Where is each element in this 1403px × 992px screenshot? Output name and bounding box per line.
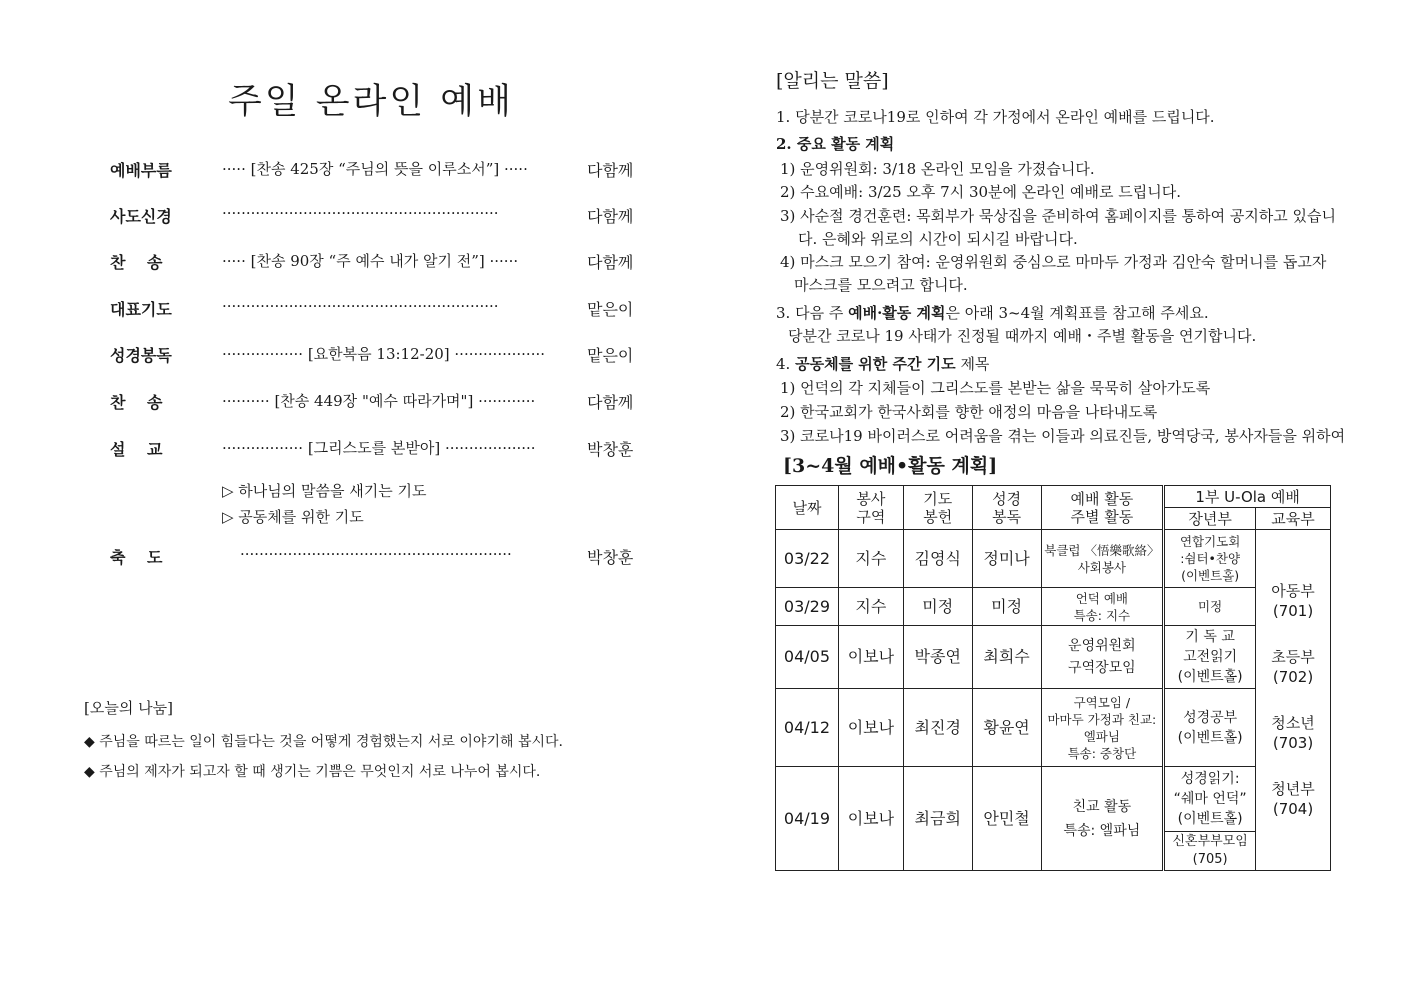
cell-edu bbox=[1256, 530, 1331, 871]
cell-activity: 언덕 예배 특송: 지수 bbox=[1041, 588, 1164, 626]
notice-line: 1) 언덕의 각 지체들이 그리스도를 본받는 삶을 묵묵히 살아가도록 bbox=[780, 379, 1211, 397]
cell-area: 이보나 bbox=[838, 689, 903, 767]
order-content: ·························································· bbox=[222, 204, 499, 222]
notice-line: 1) 운영위원회: 3/18 온라인 모임을 가졌습니다. bbox=[780, 160, 1095, 178]
notice-line: 3) 코로나19 바이러스로 어려움을 겪는 이들과 의료진들, 방역당국, 봉사자들을 위하여 bbox=[780, 427, 1346, 445]
sharing-heading: [오늘의 나눔] bbox=[84, 699, 173, 717]
cell-date: 04/05 bbox=[776, 626, 839, 689]
cell-adult: 성경공부 (이벤트홀) bbox=[1164, 689, 1256, 767]
notice-line: 2. 중요 활동 계획 bbox=[776, 135, 895, 153]
edu-dept: 청년부 (704) bbox=[1271, 780, 1315, 818]
sharing-item: ◆ 주님의 제자가 되고자 할 때 생기는 기쁨은 무엇인지 서로 나누어 봅시다. bbox=[84, 764, 541, 780]
table-header-row bbox=[776, 486, 1331, 508]
plan-heading: [3~4월 예배•활동 계획] bbox=[783, 455, 998, 477]
header-edu: 교육부 bbox=[1256, 508, 1331, 530]
notice-text: 3. 다음 주 bbox=[776, 304, 849, 322]
sermon-point: ▷ 하나님의 말씀을 새기는 기도 bbox=[222, 482, 427, 500]
notice-line: 3) 사순절 경건훈련: 목회부가 묵상집을 준비하여 홈페이지를 통하여 공지하고 있습니 bbox=[780, 207, 1337, 225]
cell-area: 지수 bbox=[838, 530, 903, 588]
cell-prayer: 박종연 bbox=[903, 626, 972, 689]
order-content: ························································· bbox=[240, 545, 512, 563]
cell-reader: 정미나 bbox=[972, 530, 1041, 588]
cell-adult bbox=[1164, 767, 1256, 871]
order-leader: 맡은이 bbox=[587, 300, 634, 319]
notice-line: 당분간 코로나 19 사태가 진정될 때까지 예배・주별 활동을 연기합니다. bbox=[788, 327, 1257, 345]
notice-line: 2) 한국교회가 한국사회를 향한 애정의 마음을 나타내도록 bbox=[780, 403, 1158, 421]
cell-date: 03/29 bbox=[776, 588, 839, 626]
table-row bbox=[776, 530, 1331, 588]
table-row bbox=[776, 689, 1331, 767]
order-leader: 박창훈 bbox=[587, 548, 634, 567]
cell-area: 지수 bbox=[838, 588, 903, 626]
order-content: ·························································· bbox=[222, 297, 499, 315]
notice-emphasis: 예배·활동 계획 bbox=[848, 304, 946, 322]
order-label: 대표기도 bbox=[110, 300, 172, 319]
cell-prayer: 미정 bbox=[903, 588, 972, 626]
order-label: 축 도 bbox=[110, 548, 163, 567]
cell-prayer: 김영식 bbox=[903, 530, 972, 588]
cell-adult: 미정 bbox=[1164, 588, 1256, 626]
cell-prayer: 최금희 bbox=[903, 767, 972, 871]
order-label: 찬 송 bbox=[110, 393, 163, 412]
table-row bbox=[776, 626, 1331, 689]
adult-program: 신혼부부모임 (705) bbox=[1165, 831, 1255, 870]
notice-line bbox=[776, 353, 989, 374]
cell-date: 03/22 bbox=[776, 530, 839, 588]
header-date: 날짜 bbox=[776, 486, 839, 530]
order-label: 예배부름 bbox=[110, 161, 172, 180]
edu-dept: 아동부 (701) bbox=[1271, 582, 1315, 620]
notice-line: 다. 은혜와 위로의 시간이 되시길 바랍니다. bbox=[798, 230, 1078, 248]
cell-prayer: 최진경 bbox=[903, 689, 972, 767]
cell-reader: 최희수 bbox=[972, 626, 1041, 689]
plan-table bbox=[775, 485, 1331, 871]
cell-date: 04/12 bbox=[776, 689, 839, 767]
page-title: 주일 온라인 예배 bbox=[228, 82, 514, 122]
order-leader: 다함께 bbox=[587, 393, 634, 412]
cell-reader: 안민철 bbox=[972, 767, 1041, 871]
order-content: ·········· [찬송 449장 "예수 따라가며"] ············ bbox=[222, 392, 536, 410]
order-content: ····· [찬송 425장 “주님의 뜻을 이루소서”] ····· bbox=[222, 160, 528, 178]
cell-reader: 황윤연 bbox=[972, 689, 1041, 767]
header-ola: 1부 U-Ola 예배 bbox=[1164, 486, 1331, 508]
edu-dept: 초등부 (702) bbox=[1271, 648, 1315, 686]
order-leader: 다함께 bbox=[587, 161, 634, 180]
order-leader: 다함께 bbox=[587, 207, 634, 226]
order-label: 설 교 bbox=[110, 440, 163, 459]
cell-adult: 기 독 교 고전읽기 (이벤트홀) bbox=[1164, 626, 1256, 689]
cell-activity: 구역모임 / 마마두 가정과 친교: 엘파님 특송: 중창단 bbox=[1041, 689, 1164, 767]
adult-program: 성경읽기: “쉐마 언덕” (이벤트홀) bbox=[1173, 771, 1247, 827]
cell-area: 이보나 bbox=[838, 767, 903, 871]
order-content: ················· [그리스도를 본받아] ··················· bbox=[222, 439, 536, 457]
notice-text: 4. bbox=[776, 355, 796, 373]
order-content: ················· [요한복음 13:12-20] ··················· bbox=[222, 345, 546, 363]
sharing-item: ◆ 주님을 따르는 일이 힘들다는 것을 어떻게 경험했는지 서로 이야기해 봅시다. bbox=[84, 734, 563, 750]
header-bible: 성경 봉독 bbox=[972, 486, 1041, 530]
notice-emphasis: 공동체를 위한 주간 기도 bbox=[795, 355, 956, 373]
edu-dept: 청소년 (703) bbox=[1271, 714, 1315, 752]
cell-activity: 친교 활동 특송: 엘파님 bbox=[1041, 767, 1164, 871]
notice-line: 1. 당분간 코로나19로 인하여 각 가정에서 온라인 예배를 드립니다. bbox=[776, 108, 1215, 126]
notice-text: 은 아래 3~4월 계획표를 참고해 주세요. bbox=[945, 304, 1209, 322]
cell-area: 이보나 bbox=[838, 626, 903, 689]
order-label: 찬 송 bbox=[110, 253, 163, 272]
order-label: 성경봉독 bbox=[110, 346, 172, 365]
table-row bbox=[776, 588, 1331, 626]
header-service: 봉사 구역 bbox=[838, 486, 903, 530]
notice-line bbox=[776, 302, 1209, 323]
cell-activity: 북클럽 〈悟樂歌絡〉 사회봉사 bbox=[1041, 530, 1164, 588]
order-leader: 다함께 bbox=[587, 253, 634, 272]
cell-adult: 연합기도회 :쉼터•찬양 (이벤트홀) bbox=[1164, 530, 1256, 588]
cell-activity: 운영위원회 구역장모임 bbox=[1041, 626, 1164, 689]
order-leader: 박창훈 bbox=[587, 440, 634, 459]
order-label: 사도신경 bbox=[110, 207, 172, 226]
order-leader: 맡은이 bbox=[587, 346, 634, 365]
sermon-point: ▷ 공동체를 위한 기도 bbox=[222, 508, 364, 526]
notice-line: 4) 마스크 모으기 참여: 운영위원회 중심으로 마마두 가정과 김안숙 할머니를 돕고자 bbox=[780, 253, 1327, 271]
table-row bbox=[776, 767, 1331, 871]
order-content: ····· [찬송 90장 “주 예수 내가 알기 전”] ······ bbox=[222, 252, 519, 270]
notice-heading: [알리는 말씀] bbox=[776, 70, 889, 92]
notice-text: 제목 bbox=[955, 355, 990, 373]
header-adult: 장년부 bbox=[1164, 508, 1256, 530]
cell-date: 04/19 bbox=[776, 767, 839, 871]
header-activity: 예배 활동 주별 활동 bbox=[1041, 486, 1164, 530]
notice-line: 마스크를 모으려고 합니다. bbox=[794, 276, 968, 294]
cell-reader: 미정 bbox=[972, 588, 1041, 626]
header-prayer: 기도 봉헌 bbox=[903, 486, 972, 530]
notice-line: 2) 수요예배: 3/25 오후 7시 30분에 온라인 예배로 드립니다. bbox=[780, 183, 1181, 201]
